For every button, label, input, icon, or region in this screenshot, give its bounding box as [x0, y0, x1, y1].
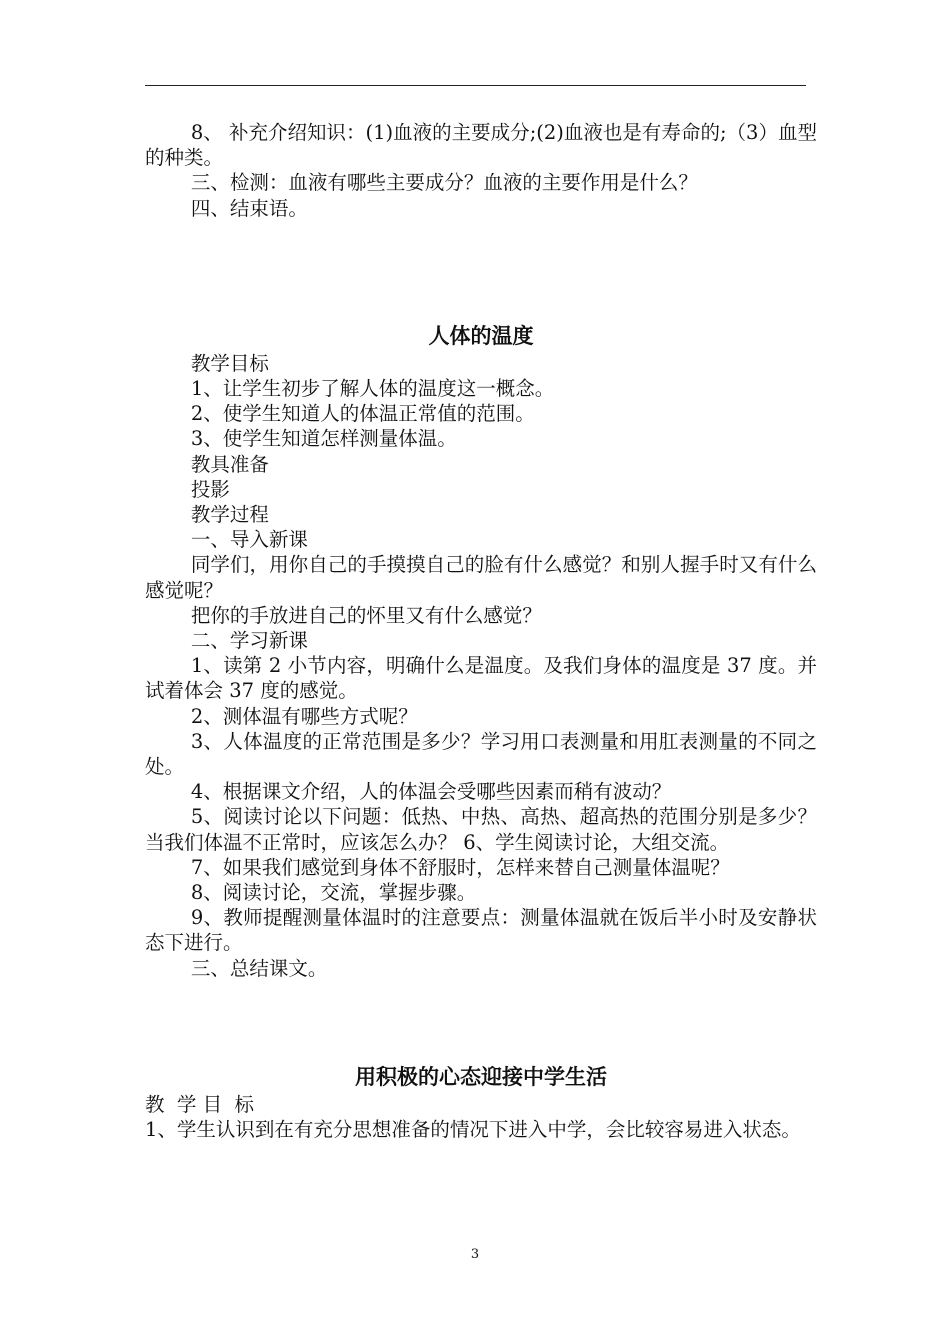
paragraph: 四、结束语。: [190, 196, 308, 220]
paragraph: 教学目标: [190, 351, 269, 375]
paragraph: 教具准备: [190, 452, 269, 476]
paragraph: 1、读第 2 小节内容，明确什么是温度。及我们身体的温度是 37 度。并试着体会 37 度的感觉。: [145, 654, 817, 703]
paragraph: 三、总结课文。: [190, 956, 328, 980]
paragraph: 9、教师提醒测量体温时的注意要点：测量体温就在饭后半小时及安静状态下进行。: [145, 906, 817, 955]
paragraph: 1、学生认识到在有充分思想准备的情况下进入中学，会比较容易进入状态。: [145, 1118, 801, 1142]
paragraph: 8、 补充介绍知识：(1)血液的主要成分;(2)血液也是有寿命的;（3）血型的种类。: [145, 121, 817, 170]
paragraph: 二、学习新课: [190, 629, 308, 653]
paragraph: 3、使学生知道怎样测量体温。: [190, 427, 457, 451]
paragraph: 教学过程: [190, 503, 269, 527]
paragraph: 同学们，用你自己的手摸摸自己的脸有什么感觉？和别人握手时又有什么感觉呢？: [145, 553, 817, 602]
paragraph: 一、导入新课: [190, 528, 308, 552]
paragraph: 2、使学生知道人的体温正常值的范围。: [190, 402, 535, 426]
paragraph: 2、测体温有哪些方式呢？: [190, 704, 418, 728]
section-title: 人体的温度: [428, 323, 534, 348]
paragraph: 1、让学生初步了解人体的温度这一概念。: [190, 377, 555, 401]
paragraph: 把你的手放进自己的怀里又有什么感觉？: [190, 603, 542, 627]
paragraph: 三、检测：血液有哪些主要成分？血液的主要作用是什么？: [190, 171, 698, 195]
paragraph: 投影: [190, 477, 230, 501]
paragraph: 5、阅读讨论以下问题：低热、中热、高热、超高热的范围分别是多少？当我们体温不正常时，应该怎么办？ 6、学生阅读讨论，大组交流。: [145, 805, 817, 854]
section-heading: 教 学 目 标: [145, 1092, 254, 1116]
document-body: [145, 120, 817, 1142]
section-title: 用积极的心态迎接中学生活: [355, 1064, 607, 1089]
page-number: 3: [470, 1247, 480, 1262]
paragraph: 8、阅读讨论，交流，掌握步骤。: [190, 881, 477, 905]
paragraph: 7、如果我们感觉到身体不舒服时，怎样来替自己测量体温呢？: [190, 855, 730, 879]
header-rule: [145, 85, 806, 86]
paragraph: 4、根据课文介绍，人的体温会受哪些因素而稍有波动？: [190, 780, 672, 804]
paragraph: 3、人体温度的正常范围是多少？学习用口表测量和用肛表测量的不同之处。: [145, 729, 817, 779]
